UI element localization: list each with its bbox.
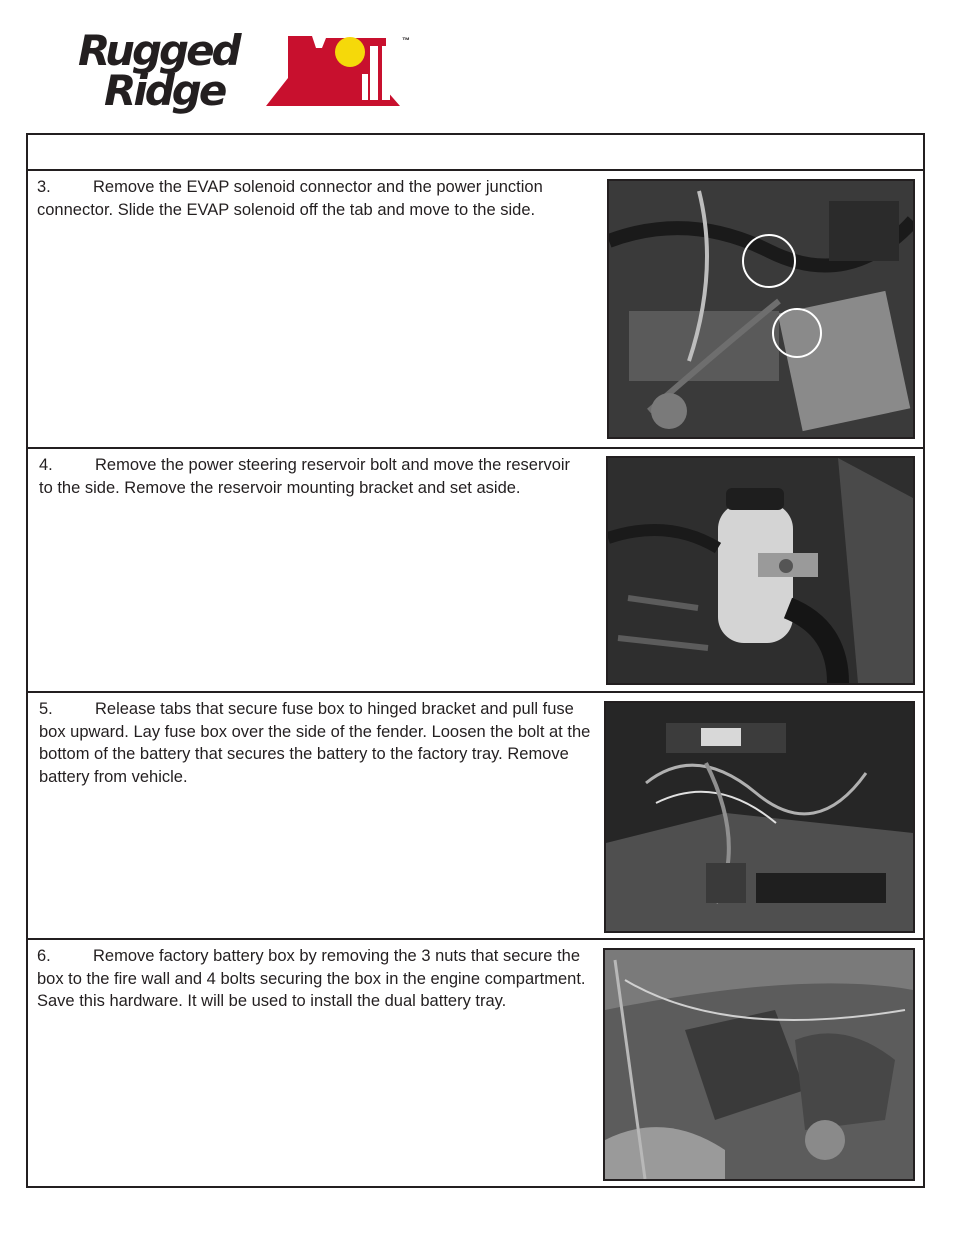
step-4-number: 4. — [39, 456, 53, 474]
logo-emblem — [266, 34, 406, 112]
step-6-photo — [603, 948, 915, 1181]
step-4-text — [39, 454, 579, 499]
logo-red-rock-shape — [266, 36, 400, 106]
step-3-photo — [607, 179, 915, 439]
logo-wordmark-line1: Rugged — [78, 26, 239, 75]
step-row-3 — [28, 171, 923, 449]
step-3-text — [37, 176, 599, 221]
step-5-body: Release tabs that secure fuse box to hinged bracket and pull fuse box upward. Lay fuse box over the side of the fender. Loosen the bolt at the bottom of the battery that secures the battery to the factory tray. Remove battery from vehicle. — [39, 700, 591, 787]
step-6-body: Remove factory battery box by removing the 3 nuts that secure the box to the fire wall and 4 bolts securing the box in the engine compartment. Save this hardware. It will be used to install the dual battery tray. — [37, 947, 586, 1011]
step-6-number: 6. — [37, 947, 51, 965]
step-row-6 — [28, 940, 923, 1186]
table-header-band — [28, 135, 923, 171]
step-3-number: 3. — [37, 178, 51, 196]
rugged-ridge-logo — [78, 26, 418, 118]
step-6-text — [37, 945, 597, 1013]
logo-wordmark-line2: Ridge — [104, 66, 225, 115]
step-4-photo — [606, 456, 915, 685]
step-5-text — [39, 698, 599, 789]
step-3-body: Remove the EVAP solenoid connector and the power junction connector. Slide the EVAP solenoid off the tab and move to the side. — [37, 178, 543, 219]
step-5-photo — [604, 701, 915, 933]
step-row-4 — [28, 449, 923, 693]
logo-yellow-sun — [335, 37, 365, 67]
step-5-number: 5. — [39, 700, 53, 718]
step-row-5 — [28, 693, 923, 940]
trademark-symbol: ™ — [402, 36, 410, 45]
step-4-body: Remove the power steering reservoir bolt and move the reservoir to the side. Remove the reservoir mounting bracket and set aside. — [39, 456, 571, 497]
instruction-table — [26, 133, 925, 1188]
